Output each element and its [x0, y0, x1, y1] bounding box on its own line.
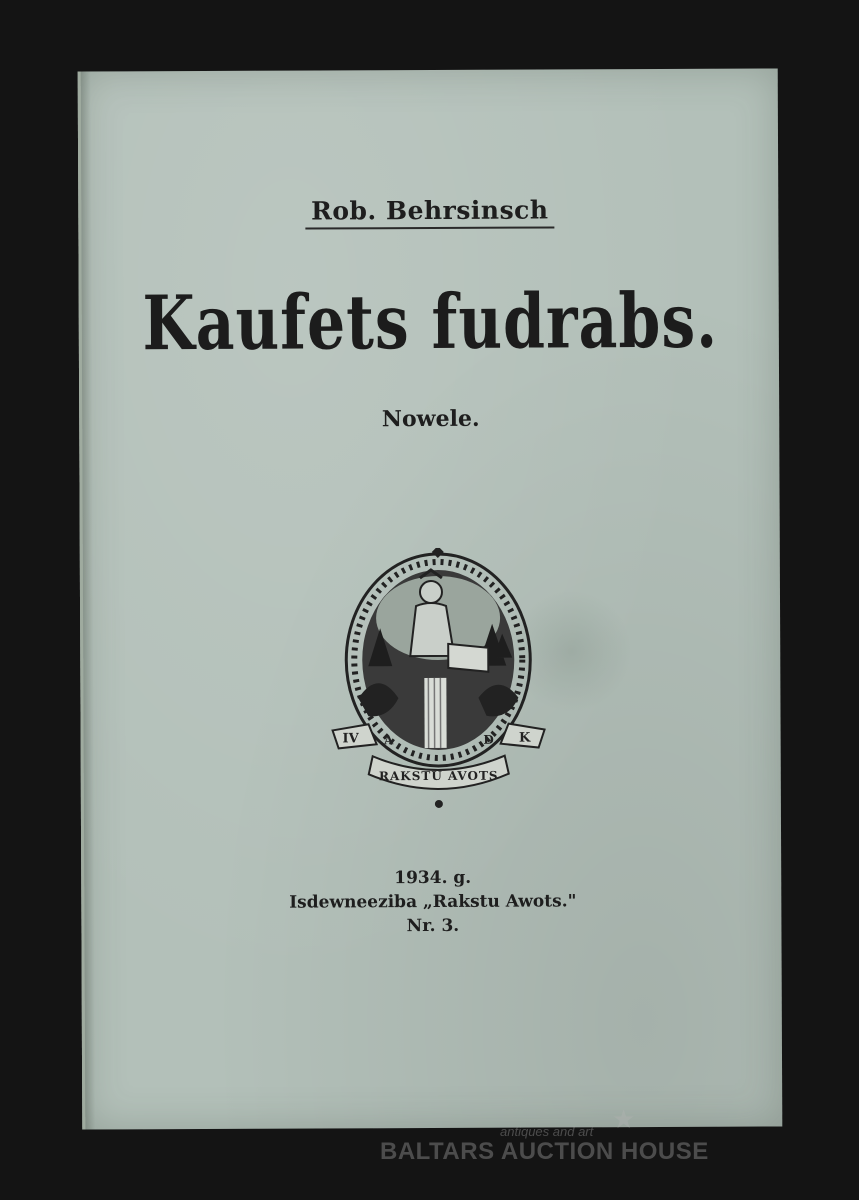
author-name: Rob. Behrsinsch — [305, 195, 555, 229]
imprint-publisher: Isdewneeziba „Rakstu Awots." — [289, 891, 577, 913]
book-title: Kaufets fudrabs. — [142, 277, 719, 369]
publisher-emblem — [328, 547, 549, 816]
imprint-number: Nr. 3. — [406, 915, 460, 937]
book-icon — [448, 644, 488, 672]
figure-head-icon — [420, 581, 442, 603]
top-ornament-icon — [432, 547, 444, 558]
watermark — [380, 1104, 780, 1172]
emblem-letters-left: IV — [342, 731, 359, 747]
bottom-ornament-icon — [435, 800, 443, 808]
emblem-letter-d: D — [483, 732, 494, 747]
watermark-small-text: antiques and art — [500, 1124, 594, 1139]
author-line — [81, 194, 778, 226]
imprint-year: 1934. g. — [394, 867, 472, 889]
imprint-block — [84, 864, 781, 939]
book-subtitle: Nowele. — [381, 405, 480, 433]
star-icon: ★ — [612, 1104, 636, 1134]
emblem-letter-a: A — [383, 733, 394, 748]
emblem-letters-right: K — [518, 730, 531, 746]
cover-spine — [81, 71, 96, 1129]
watermark-main-text: BALTARS AUCTION HOUSE — [380, 1138, 709, 1165]
book-cover — [78, 68, 783, 1129]
emblem-banner-text: RAKSTU AVOTS — [378, 768, 499, 784]
